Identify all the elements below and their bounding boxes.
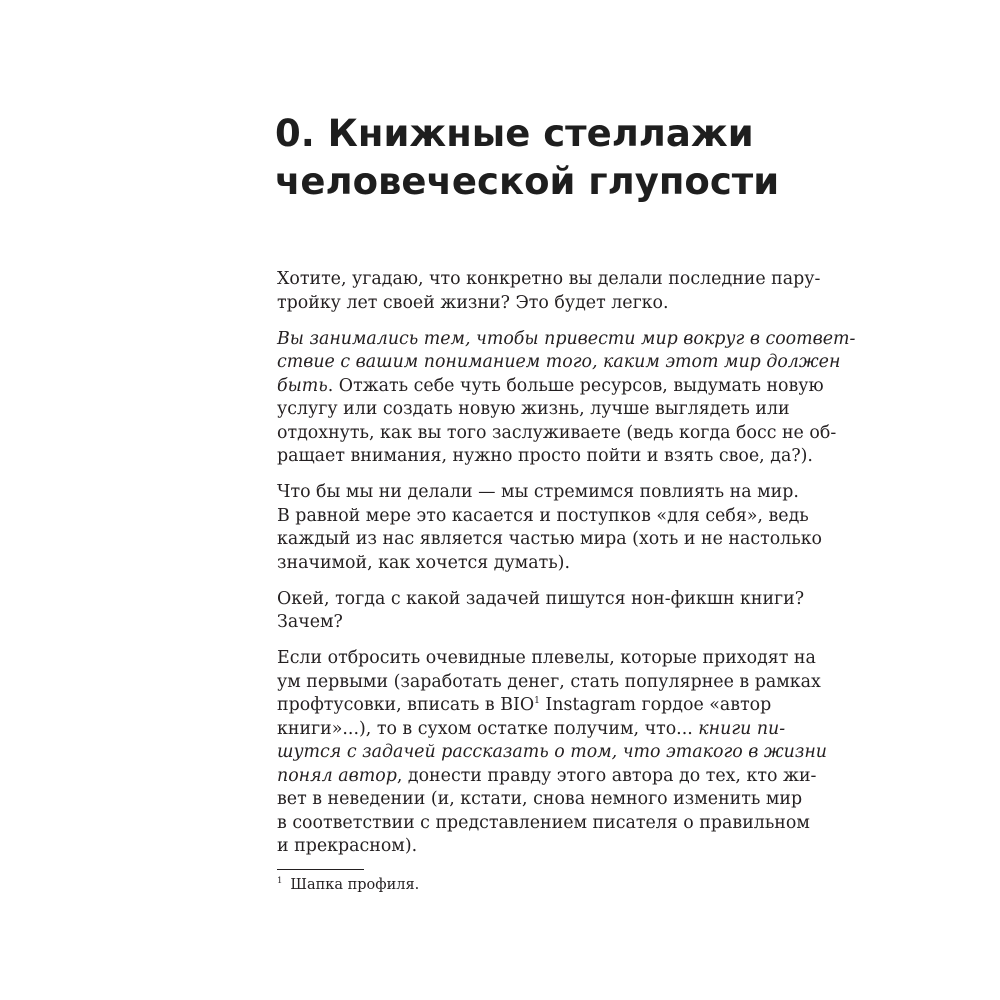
footnote-divider [277,869,364,870]
text-line: Окей, тогда с какой задачей пишутся нон-фикшн книги? [277,588,805,609]
italic-text: книги пи- [698,718,786,739]
regular-text: профтусовки, вписать в BIO [277,695,535,715]
text-line: ум первыми (заработать денег, стать популярнее в рамках [277,671,821,692]
body-text [277,268,856,871]
text-line: вет в неведении (и, кстати, снова немного изменить мир [277,789,803,809]
text-line: значимой, как хочется думать). [277,552,570,573]
text-line [277,328,856,352]
text-line: тройку лет своей жизни? Это будет легко. [277,292,669,313]
text-line [277,351,841,375]
text-line [277,741,827,765]
paragraph-2 [277,328,856,469]
text-line: Если отбросить очевидные плевелы, которые приходят на [277,648,816,668]
text-line: услугу или создать новую жизнь, лучше выглядеть или [277,399,790,419]
text-line [277,765,817,789]
text-line: Зачем? [277,612,343,632]
text-line: В равной мере это касается и поступков «для себя», ведь [277,505,809,526]
text-line [277,694,772,718]
paragraph-4 [277,588,805,635]
text-line: отдохнуть, как вы того заслуживаете (ведь когда босс не об- [277,422,837,443]
chapter-title-line-1: 0. Книжные стеллажи [275,112,754,155]
text-line: в соответствии с представлением писателя о правильном [277,812,810,833]
chapter-title-line-2: человеческой глупости [275,160,780,203]
text-line: Хотите, угадаю, что конкретно вы делали последние пару- [277,269,821,289]
regular-text: книги»...), то в сухом остатке получим, что... [277,718,699,739]
regular-text: . Отжать себе чуть больше ресурсов, выдумать новую [327,375,824,396]
italic-text: быть [277,375,328,396]
italic-text: ствие с вашим пониманием того, каким этот мир должен [277,352,841,372]
footnote-text: Шапка профиля. [290,877,420,893]
italic-text: понял автор [277,765,397,786]
chapter-title [275,110,780,206]
regular-text: , донести правду этого автора до тех, кто жи- [396,765,817,786]
italic-text: Вы занимались тем, чтобы привести мир вокруг в соответ- [277,328,856,349]
paragraph-1 [277,268,821,315]
footnote-reference[interactable]: 1 [534,696,540,706]
footnote [277,875,419,895]
text-line: ращает внимания, нужно просто пойти и взять свое, да?). [277,446,813,466]
italic-text: шутся с задачей рассказать о том, что этакого в жизни [277,742,827,762]
text-line: и прекрасном). [277,836,418,856]
text-line: Что бы мы ни делали — мы стремимся повлиять на мир. [277,482,799,502]
footnote-mark: 1 [277,876,283,886]
paragraph-5 [277,647,827,859]
text-line [277,718,786,742]
paragraph-3 [277,481,823,575]
text-line: каждый из нас является частью мира (хоть и не настолько [277,529,823,549]
regular-text: Instagram гордое «автор [539,695,772,715]
text-line [277,375,824,399]
